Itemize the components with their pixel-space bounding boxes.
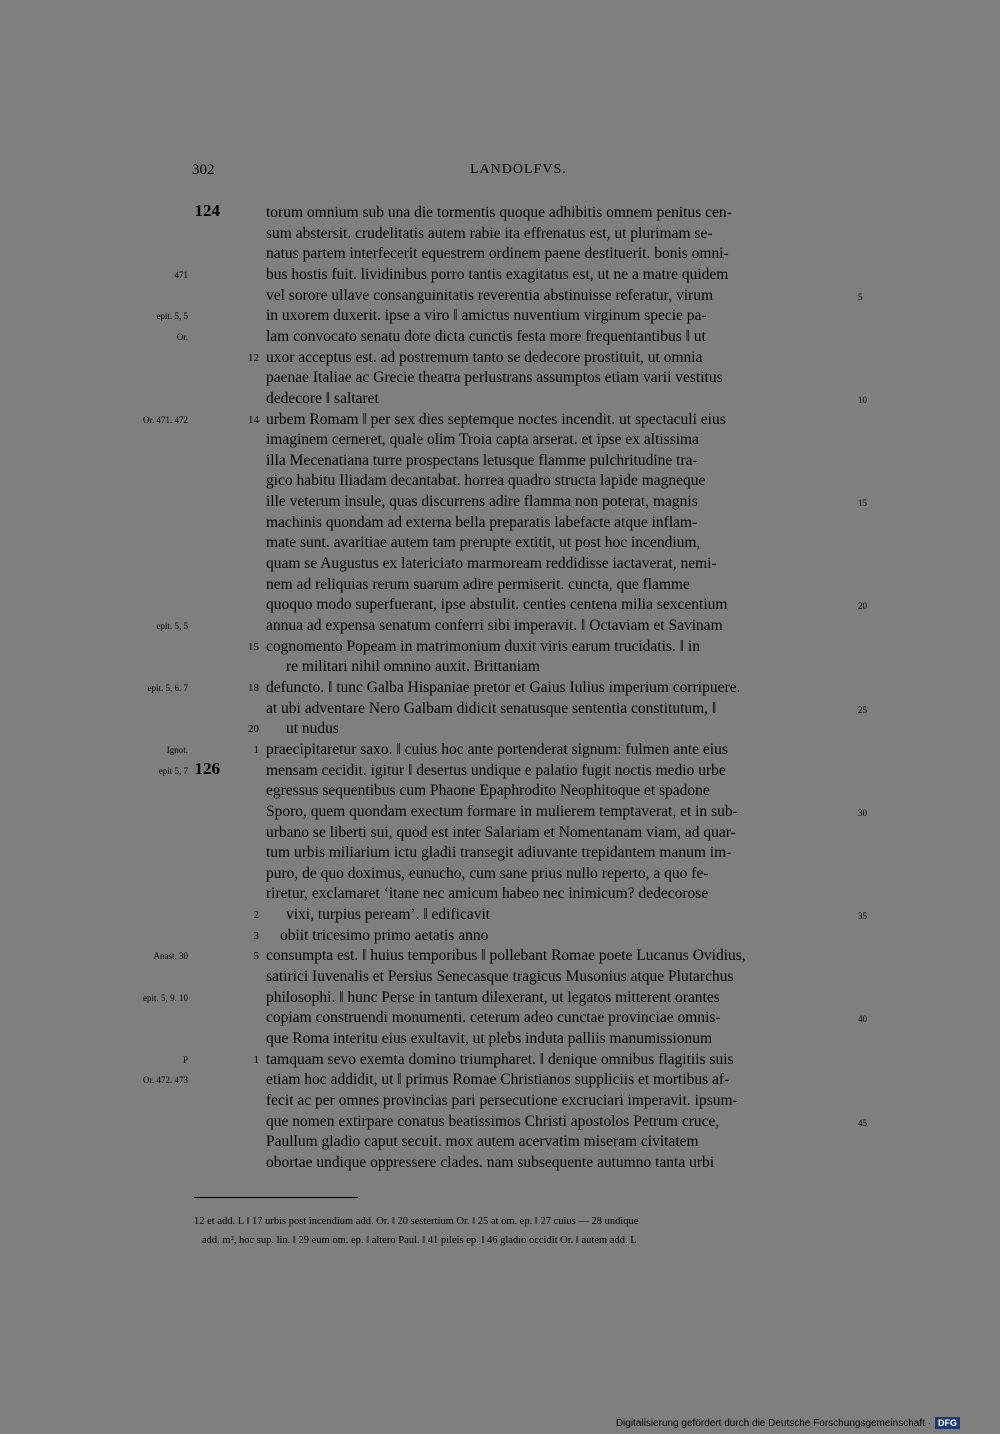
text-line: nem ad reliquias rerum suarum adire permiserit. cuncta, que flamme bbox=[266, 575, 690, 593]
line-number: 40 bbox=[858, 1014, 867, 1025]
text-line: annua ad expensa senatum conferri sibi imperavit. ‖ Octaviam et Savinam bbox=[266, 617, 723, 634]
text-line: Sporo, quem quondam exectum formare in mulierem temptaverat, et in sub- bbox=[266, 802, 738, 820]
margin-source-note: epit. 5, 5 bbox=[156, 311, 188, 322]
text-line: tamquam sevo exemta domino triumpharet. ‖ denique omnibus flagitiis suis bbox=[266, 1050, 734, 1068]
margin-source-note: epit 5, 7 bbox=[158, 765, 188, 776]
text-line: uxor acceptus est. ad postremum tanto se dedecore prostituit, ut omnia bbox=[266, 348, 703, 366]
margin-source-note: epit. 5, 6. 7 bbox=[147, 682, 188, 693]
footnote-divider bbox=[194, 1197, 358, 1198]
text-line: mate sunt. avaritiae autem tam prerupte extitit, ut post hoc incendium, bbox=[266, 534, 701, 552]
margin-source-note: epit. 5, 5 bbox=[156, 621, 188, 631]
text-line: que nomen extirpare conatus beatissimos Christi apostolos Petrum cruce, bbox=[266, 1112, 720, 1130]
text-line: defuncto. ‖ tunc Galba Hispaniae pretor et Gaius Iulius imperium corripuere. bbox=[266, 678, 741, 696]
text-line: praecipitaretur saxo. ‖ cuius hoc ante portenderat signum: fulmen ante eius bbox=[266, 740, 728, 758]
margin-source-note: Ignot. bbox=[166, 744, 188, 755]
line-number: 5 bbox=[858, 291, 863, 302]
source-line-number: 15 bbox=[248, 640, 259, 653]
section-number: 126 bbox=[194, 758, 220, 778]
text-line: fecit ac per omnes provincias pari persecutione excruciari imperavit. ipsum- bbox=[266, 1091, 738, 1109]
margin-source-note: Or. bbox=[176, 331, 188, 342]
line-number: 35 bbox=[858, 911, 867, 922]
text-line: illa Mecenatiana turre prospectans letusque flamme pulchritudine tra- bbox=[266, 451, 698, 469]
text-line: consumpta est. ‖ huius temporibus ‖ pollebant Romae poete Lucanus Ovidius, bbox=[266, 947, 746, 965]
text-line: paenae Italiae ac Grecie theatra perlustrans assumptos etiam varii vestitus bbox=[266, 369, 723, 387]
line-number: 30 bbox=[858, 807, 867, 818]
margin-source-note: 471 bbox=[174, 269, 188, 280]
line-number: 45 bbox=[858, 1117, 867, 1128]
line-number: 20 bbox=[858, 601, 867, 612]
source-line-number: 18 bbox=[248, 681, 259, 694]
source-line-number: 1 bbox=[253, 1053, 259, 1066]
running-title: LANDOLFVS. bbox=[470, 162, 567, 177]
footnote-line: add. m², hoc sup. lin. ‖ 29 eum om. ep. ‖ altero Paul. ‖ 41 pileis ep. ‖ 46 gladio occidit Or. ‖ autem add. L bbox=[202, 1235, 637, 1246]
source-line-number: 20 bbox=[248, 723, 259, 736]
text-line: ut nudus bbox=[286, 720, 339, 738]
digitization-credit bbox=[616, 1417, 960, 1429]
text-line: gico habitu Iliadam decantabat. horrea quadro structa lapide magneque bbox=[266, 472, 706, 490]
text-line: satirici Iuvenalis et Persius Senecasque tragicus Musonius atque Plutarchus bbox=[266, 968, 734, 986]
margin-source-note: epit. 5, 9. 10 bbox=[143, 992, 188, 1003]
dfg-logo: DFG bbox=[935, 1417, 960, 1429]
margin-source-note: Anast. 30 bbox=[153, 951, 188, 962]
text-line: obortae undique oppressere clades. nam subsequente autumno tanta urbi bbox=[266, 1153, 715, 1171]
margin-source-note: P bbox=[182, 1054, 188, 1065]
margin-source-note: Or. 472. 473 bbox=[143, 1075, 188, 1086]
text-line: tum urbis miliarium ictu gladii transegit adiuvante trepidantem manum im- bbox=[266, 844, 732, 862]
text-line: egressus sequentibus cum Phaone Epaphrodito Neophitoque et spadone bbox=[266, 782, 710, 800]
section-number: 124 bbox=[194, 201, 220, 220]
text-line: urbem Romam ‖ per sex dies septemque noctes incendit. ut spectaculi eius bbox=[266, 410, 726, 428]
text-line: imaginem cerneret, quale olim Troia capta arserat. et ipse ex altissima bbox=[266, 431, 699, 449]
credit-text: Digitalisierung gefördert durch die Deutsche Forschungsgemeinschaft · bbox=[615, 1417, 931, 1429]
page-number: 302 bbox=[192, 162, 215, 178]
text-line: in uxorem duxerit. ipse a viro ‖ amictus nuventium virginum specie pa- bbox=[266, 307, 707, 325]
text-line: quam se Augustus ex latericiato marmoream reddidisse iactaverat, nemi- bbox=[266, 555, 717, 573]
text-line: natus partem interfecerit equestrem ordinem paene destituerit. bonis omni- bbox=[266, 245, 729, 263]
text-line: Paullum gladio caput secuit. mox autem acervatim miseram civitatem bbox=[266, 1133, 699, 1151]
text-line: etiam hoc addidit, ut ‖ primus Romae Christianos suppliciis et mortibus af- bbox=[266, 1071, 730, 1089]
text-line: re militari nihil omnino auxit. Brittaniam bbox=[286, 658, 540, 676]
source-line-number: 14 bbox=[248, 413, 259, 426]
text-line: philosophi. ‖ hunc Perse in tantum dilexerant, ut legatos mitterent orantes bbox=[266, 988, 720, 1006]
text-line: ille veterum insule, quas discurrens adire flamma non poterat, magnis bbox=[266, 493, 698, 511]
text-line: torum omnium sub una die tormentis quoque adhibitis omnem penitus cen- bbox=[266, 204, 732, 221]
text-line: mensam cecidit. igitur ‖ desertus undique e palatio fugit noctis medio urbe bbox=[266, 761, 726, 779]
text-line: machinis quondam ad externa bella preparatis labefacte atque inflam- bbox=[266, 513, 698, 531]
text-line: at ubi adventare Nero Galbam didicit senatusque sententia constitutum, ‖ bbox=[266, 699, 717, 717]
text-line: urbano se liberti sui, quod est inter Salariam et Nomentanam viam, ad quar- bbox=[266, 823, 736, 841]
margin-source-note: Or. 471. 472 bbox=[143, 414, 188, 425]
source-line-number: 2 bbox=[253, 909, 259, 922]
text-line: vel sorore ullave consanguinitatis reverentia abstinuisse referatur, virum bbox=[266, 286, 714, 304]
text-line: quoquo modo superfuerant, ipse abstulit. centies centena milia sexcentium bbox=[266, 596, 728, 614]
text-line: dedecore ‖ saltaret bbox=[266, 389, 379, 407]
source-line-number: 5 bbox=[253, 950, 259, 963]
text-line: bus hostis fuit. lividinibus porro tantis exagitatus est, ut ne a matre quidem bbox=[266, 265, 729, 283]
text-line: sum abstersit. crudelitatis autem rabie ita effrenatus est, ut plurimam se- bbox=[266, 224, 713, 242]
footnote-line: 12 et add. L ‖ 17 urbis post incendium add. Or. ‖ 20 sestertium Or. ‖ 25 at om. ep. ‖ 27 cuius — 28 undique bbox=[194, 1216, 639, 1227]
text-line: puro, de quo doximus, eunucho, cum sane prius nullo reperto, a quo fe- bbox=[266, 864, 709, 882]
line-number: 15 bbox=[858, 498, 867, 509]
text-line: copiam construendi monumenti. ceterum adeo cunctae provinciae omnis- bbox=[266, 1009, 721, 1027]
text-line: riretur, exclamaret ‘itane nec amicum habeo nec inimicum? dedecorose bbox=[266, 885, 709, 903]
line-number: 25 bbox=[858, 704, 867, 715]
text-line: cognomento Popeam in matrimonium duxit viris earum trucidatis. ‖ in bbox=[266, 637, 700, 655]
text-line: obiit tricesimo primo aetatis anno bbox=[280, 926, 489, 944]
line-number: 10 bbox=[858, 394, 867, 405]
text-line: lam convocato senatu dote dicta cunctis festa more frequentantibus ‖ ut bbox=[266, 327, 706, 345]
text-line: que Roma interitu eius exultavit, ut plebs induta palliis manumissionum bbox=[266, 1030, 713, 1047]
source-line-number: 3 bbox=[253, 929, 259, 942]
text-line: vixi, turpius peream’. ‖ edificavit bbox=[286, 906, 491, 924]
source-line-number: 12 bbox=[248, 351, 259, 364]
source-line-number: 1 bbox=[253, 743, 259, 756]
